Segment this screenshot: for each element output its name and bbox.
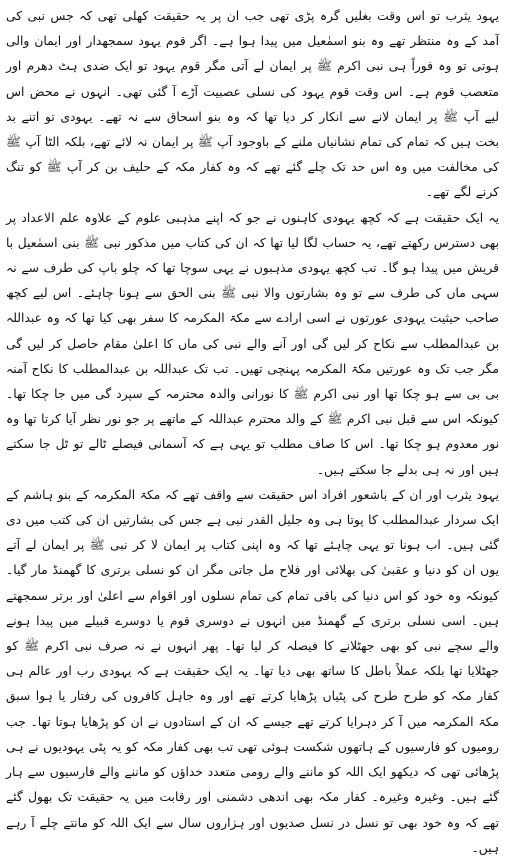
paragraph-3: یہود یثرب اور ان کے باشعور افراد اس حقیقت سے واقف تھے کہ مکۃ المکرمہ کے بنو ہاشم کے ایک سردار عبدالمطلب کا پوتا ہی وہ جلیل القدر نبی ہے جس کی بشارتیں ان کی کتب میں دی گئی ہیں۔ اب ہونا تو یہی چاہئے تھا کہ وہ اپنی کتاب پر ایمان لا کر نبی ﷺ پر ایمان لے آتے یوں ان کو دنیا و عقبیٰ کی بھلائی اور فلاح مل جاتی مگر ان کو نسلی برتری کا گھمنڈ مار گیا۔ کیونکہ وہ خود کو اس دنیا کی باقی تمام کی تمام نسلوں اور اقوام سے اعلیٰ اور برتر سمجھتے ہیں۔ اسی نسلی برتری کے گھمنڈ میں انہوں نے دوسری قوم یا دوسرے قبیلے میں پیدا ہونے والے سچے نبی کو بھی جھٹلانے کا فیصلہ کر لیا تھا۔ پھر انہوں نے نہ صرف نبی اکرم ﷺ کو جھٹلایا تھا بلکہ عملاً باطل کا ساتھ بھی دیا تھا۔ یہ ایک حقیقت ہے کہ یہودی رب اور عالم ہی کفار مکہ کو طرح طرح کی پٹیاں پڑھایا کرتے تھے اور وہ جاہل کافروں کی رفتار یا ہوا سبق مکۃ المکرمہ میں آ کر دہرایا کرتے تھے جیسے کہ ان کے استادوں نے ان کو پڑھایا ہوتا تھا۔ جب رومیوں کو فارسیوں کے ہاتھوں شکست ہوئی تھی تب بھی کفار مکہ کو یہ پٹی یہودیوں نے ہی پڑھائی تھی کہ دیکھو ایک اللہ کو ماننے والے رومی متعدد خداؤں کو ماننے والے فارسیوں سے ہار گئے ہیں۔ وغیرہ وغیرہ۔ کفار مکہ بھی اندھی دشمنی اور رقابت میں یہ حقیقت تک بھول گئے تھے کہ وہ خود بھی تو نسل در نسل صدیوں اور ہزاروں سال سے ایک اللہ کو مانتے چلے آ رہے ہیں۔ — [6, 487, 499, 855]
paragraph-1: یہود یثرب تو اس وقت بغلیں گرہ پڑی تھی جب ان پر یہ حقیقت کھلی تھی کہ جس نبی کی آمد کے وہ منتظر تھے وہ بنو اسمٰعیل میں پیدا ہوا ہے۔ اگر قوم یہود سمجھدار اور ایمان والی ہوتی تو وہ فوراً ہی نبی اکرم ﷺ پر ایمان لے آتی مگر قوم یہود تو ایک ضدی ہٹ دھرم اور متعصب قوم ہے۔ اس وقت قوم یہود کی نسلی عصبیت آڑے آ گئی تھی۔ انہوں نے محض اس لیے آپ ﷺ پر ایمان لانے سے انکار کر دیا تھا کہ وہ بنو اسحاق سے نہ تھے۔ یہودی تو اتنے بد بخت ہیں کہ تمام کی تمام نشانیاں ملنے کے باوجود آپ ﷺ پر ایمان نہ لائے تھے، بلکہ الٹا آپ ﷺ کی مخالفت میں وہ اس حد تک چلے گئے تھے کہ وہ کفار مکہ کے حلیف بن کر آپ ﷺ کو تنگ کرنے لگے تھے۔ — [6, 9, 499, 200]
paragraph-2: یہ ایک حقیقت ہے کہ کچھ یہودی کاہنوں نے جو کہ اپنے مذہبی علوم کے علاوہ علم الاعداد پر بھی دسترس رکھتے تھے، یہ حساب لگا لیا تھا کہ ان کی کتاب میں مذکور نبی ﷺ بنی اسمٰعیل با قریش میں پیدا ہو گا۔ تب کچھ یہودی مذہبوں نے یہی سوچا تھا کہ چلو باپ کی طرف سے نہ سہی ماں کی طرف سے تو وہ بشارتوں والا نبی ﷺ بنی الحق سے ہونا چاہئے۔ اس لیے کچھ صاحب حیثیت یہودی عورتوں نے اسی ارادے سے مکۃ المکرمہ کا سفر بھی کیا تھا کہ وہ عبداللہ بن عبدالمطلب سے نکاح کر لیں گی اور آنے والے نبی کی ماں کا اعلیٰ مقام حاصل کر لیں گی مگر جب تک وہ عورتیں مکۃ المکرمہ پہنچی تھیں۔ تب تک عبداللہ بن عبدالمطلب کا نکاح آمنہ بی بی سے ہو چکا تھا اور نبی اکرم ﷺ کا نورانی والدہ محترمہ کے سپرد گی میں جا چکا تھا۔ کیونکہ اس سے قبل نبی اکرم ﷺ کے والد محترم عبداللہ کے ماتھے پر جو نور نظر آیا کرتا تھا وہ نور معدوم ہو چکا تھا۔ اس کا صاف مطلب تو یہی ہے کہ آسمانی فیصلے ٹالے تو ٹل جا سکتے ہیں اور نہ ہی بدلے جا سکتے ہیں۔ — [6, 210, 499, 477]
